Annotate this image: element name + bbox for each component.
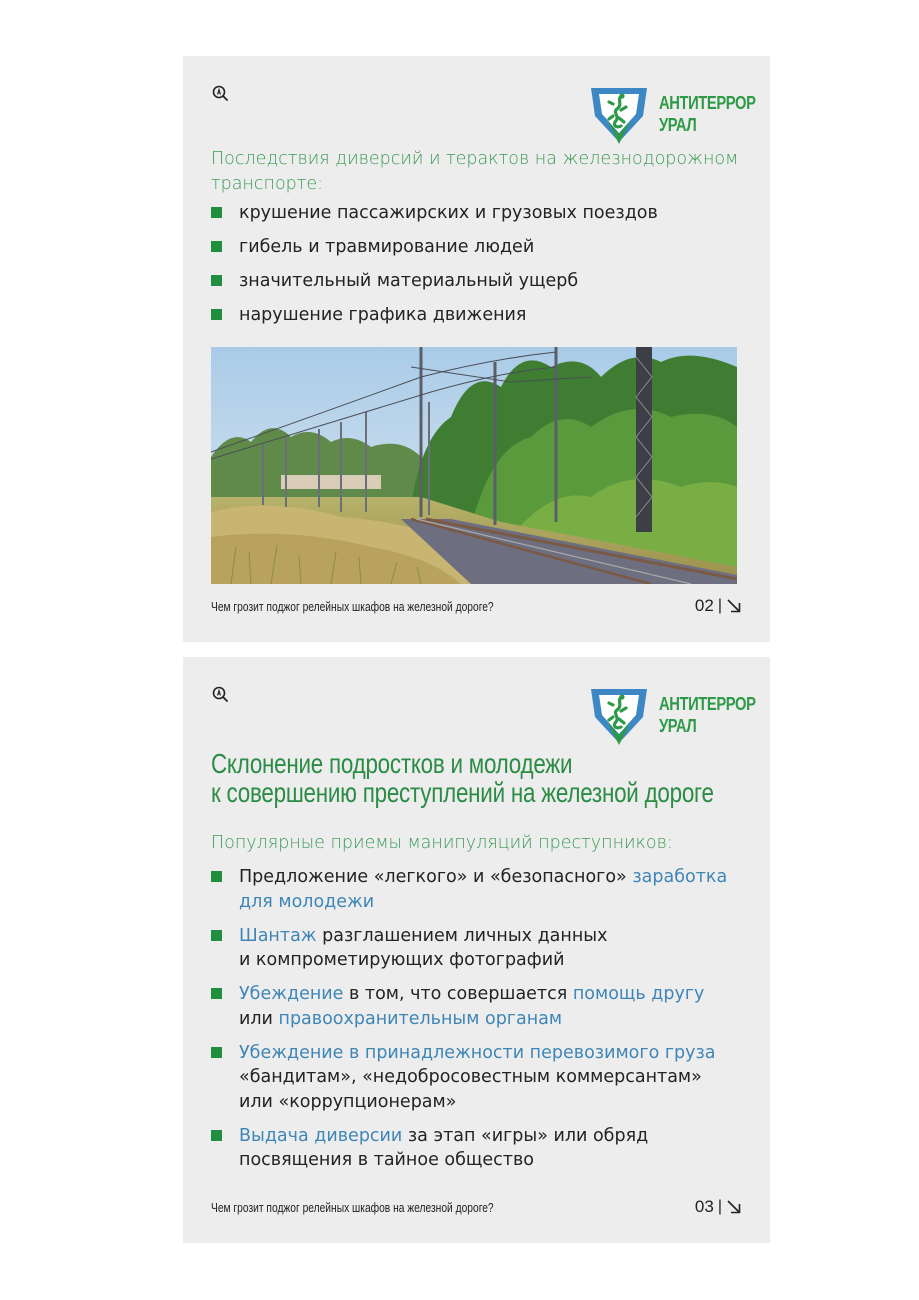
list-item: значительный материальный ущерб	[211, 269, 731, 294]
square-bullet	[211, 309, 222, 320]
consequences-lead: Последствия диверсий и терактов на железнодорожном транспорте:	[211, 149, 739, 194]
shield-lizard-icon	[587, 82, 651, 146]
brand-logo	[587, 82, 756, 146]
list-item: нарушение графика движения	[211, 303, 731, 328]
slide-title	[211, 748, 714, 808]
brand-name	[659, 92, 756, 136]
brand-logo	[587, 683, 756, 747]
title-line1: Склонение подростков и молодежи	[211, 748, 573, 779]
railway-photo	[211, 347, 737, 584]
brand-line2: УРАЛ	[659, 716, 697, 736]
list-item: Убеждение в том, что совершается помощь другу или правоохранительным органам	[211, 982, 731, 1031]
consequences-list	[211, 201, 731, 337]
footer-caption: Чем грозит поджог релейных шкафов на железной дороге?	[211, 1201, 494, 1215]
list-item: Выдача диверсии за этап «игры» или обряд посвящения в тайное общество	[211, 1124, 731, 1173]
list-item: гибель и травмирование людей	[211, 235, 731, 260]
search-icon[interactable]	[211, 685, 229, 703]
list-item: Шантаж разглашением личных данных и компрометирующих фотографий	[211, 924, 731, 973]
page-separator: |	[717, 1198, 722, 1215]
shield-lizard-icon	[587, 683, 651, 747]
square-bullet	[211, 1130, 222, 1141]
page-number	[695, 1197, 742, 1217]
list-item: крушение пассажирских и грузовых поездов	[211, 201, 731, 226]
brand-name	[659, 693, 756, 737]
square-bullet	[211, 241, 222, 252]
arrow-down-right-icon[interactable]	[726, 598, 742, 614]
square-bullet	[211, 207, 222, 218]
slide-02	[183, 56, 770, 642]
list-item: Убеждение в принадлежности перевозимого груза «бандитам», «недобросовестным коммерсантам» или «коррупционерам»	[211, 1041, 731, 1115]
square-bullet	[211, 988, 222, 999]
slide-03	[183, 657, 770, 1243]
manipulation-list	[211, 865, 731, 1182]
manipulation-lead: Популярные приемы манипуляций преступников:	[211, 833, 673, 853]
brand-line2: УРАЛ	[659, 115, 697, 135]
search-icon[interactable]	[211, 84, 229, 102]
page-separator: |	[717, 597, 722, 614]
footer-caption: Чем грозит поджог релейных шкафов на железной дороге?	[211, 600, 494, 614]
arrow-down-right-icon[interactable]	[726, 1199, 742, 1215]
square-bullet	[211, 1047, 222, 1058]
square-bullet	[211, 930, 222, 941]
title-line2: к совершению преступлений на железной дороге	[211, 777, 714, 808]
list-item: Предложение «легкого» и «безопасного» заработка для молодежи	[211, 865, 731, 914]
page-number	[695, 596, 742, 616]
square-bullet	[211, 275, 222, 286]
brand-line1: АНТИТЕРРОР	[659, 93, 756, 113]
page-number-value: 02	[694, 596, 714, 615]
page-number-value: 03	[694, 1197, 714, 1216]
brand-line1: АНТИТЕРРОР	[659, 694, 756, 714]
square-bullet	[211, 871, 222, 882]
